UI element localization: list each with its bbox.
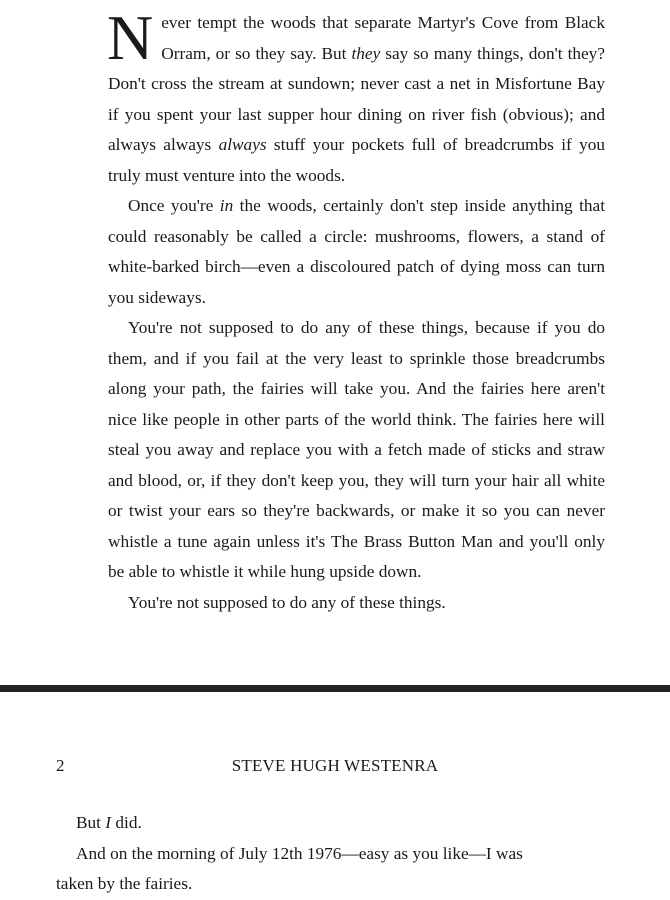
paragraph-2-part-c: the woods, certainly don't step inside anything that could reasonably be called a circle: mushrooms, flowers, a stand of white-barked birch—even a discoloured patch of dying moss can turn you sideways. <box>108 196 605 307</box>
paragraph-4: You're not supposed to do any of these things. <box>128 592 446 612</box>
page-divider <box>0 685 670 692</box>
paragraph-1 <box>107 2 605 191</box>
body-text-lower <box>56 808 553 900</box>
paragraph-but-part-c: did. <box>111 813 142 832</box>
paragraph-2-part-a: Once you're <box>128 196 220 215</box>
paragraph-morning-line-2: taken by the fairies. <box>56 874 193 893</box>
drop-cap: N <box>107 2 154 73</box>
body-text-upper <box>107 2 605 618</box>
page-lower <box>0 692 670 895</box>
paragraph-1-part-e: stuff your pockets full of breadcrumbs if you truly must venture into the woods. <box>108 135 605 185</box>
paragraph-morning-line-1: And on the morning of July 12th 1976—easy as you like—I was <box>76 843 523 863</box>
emphasis-i: I <box>105 813 112 832</box>
paragraph-1-emphasis-always: always <box>218 135 267 154</box>
page-number: 2 <box>56 756 65 775</box>
paragraph-3: You're not supposed to do any of these things, because if you do them, and if you fail at the very least to sprinkle those breadcrumbs along your path, the fairies will take you. And the fairies here aren't nice like people in other parts of the world think. The fairies here will steal you away and replace you with a fetch made of sticks and straw and blood, or, if they don't keep you, they will turn your hair all white or twist your ears so they're backwards, or make it so you can never whistle a tune again unless it's The Brass Button Man and you'll only be able to whistle it while hung upside down. <box>108 318 605 581</box>
paragraph-but-part-a: But <box>76 813 106 832</box>
paragraph-2 <box>108 191 605 313</box>
paragraph-1-emphasis-they: they <box>351 43 381 63</box>
paragraph-1-part-a: ever tempt the woods that separate Martyr's Cove from Black Orram, or so they say. But <box>161 13 605 63</box>
paragraph-1-part-c: say so many things, don't they? Don't cross the stream at sundown; never cast a net in Misfortune Bay if you spent your last supper hour dining on river fish (obvious); and always always <box>108 43 605 154</box>
paragraph-but-i-did <box>56 808 553 839</box>
paragraph-2-emphasis-in: in <box>219 196 234 215</box>
running-head: STEVE HUGH WESTENRA <box>231 756 439 775</box>
